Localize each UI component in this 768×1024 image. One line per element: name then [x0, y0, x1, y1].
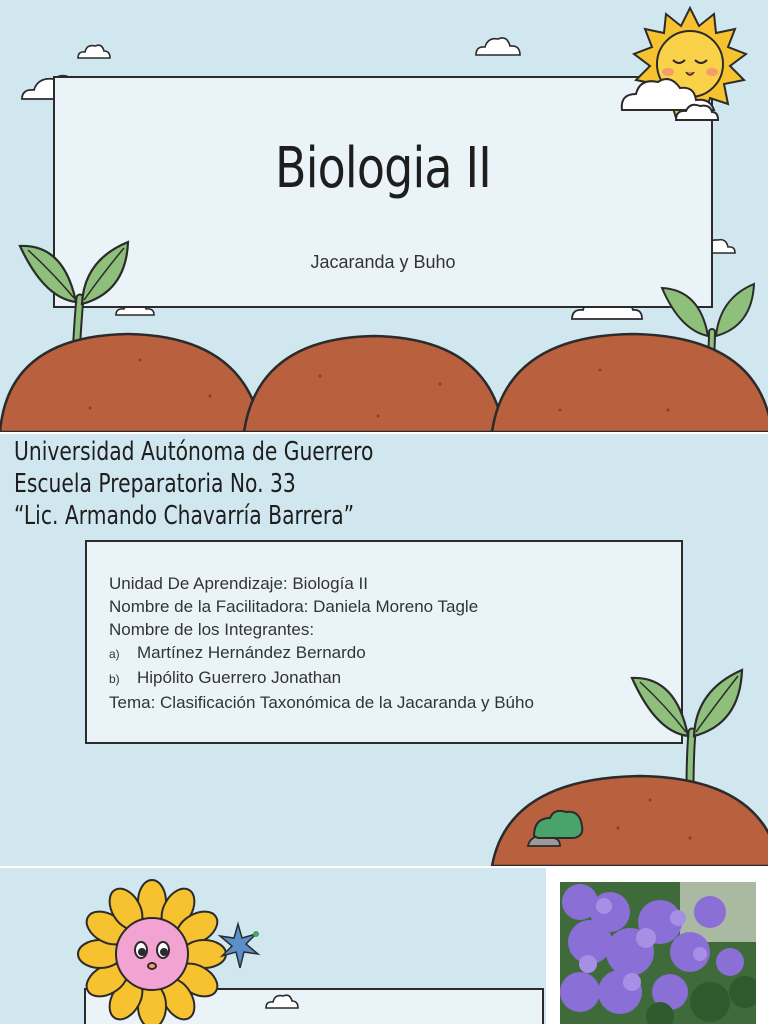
- list-marker: b): [109, 672, 120, 686]
- page-subtitle: Jacaranda y Buho: [310, 252, 456, 272]
- title-slide: [0, 0, 768, 432]
- title-card: [53, 76, 713, 308]
- cloud-icon: [76, 42, 112, 60]
- topic-line: Tema: Clasificación Taxonómica de la Jacaranda y Búho: [109, 693, 534, 712]
- cloud-icon: [474, 34, 522, 58]
- jacaranda-slide: [0, 868, 768, 1024]
- info-slide: [0, 434, 768, 866]
- school-name: Escuela Preparatoria No. 33: [14, 469, 296, 499]
- hills-decoration: [0, 330, 768, 432]
- sprout-icon: [628, 666, 748, 790]
- info-card: [85, 540, 683, 744]
- member-item: [109, 641, 681, 666]
- jacaranda-image: [560, 882, 756, 1024]
- sun-icon: [618, 6, 758, 126]
- facilitator-line: Nombre de la Facilitadora: Daniela Moreno Tagle: [109, 597, 479, 616]
- school-heading: [14, 436, 373, 532]
- member-name: Martínez Hernández Bernardo: [137, 643, 366, 662]
- sparkle-icon: [214, 920, 266, 972]
- school-dedication: “Lic. Armando Chavarría Barrera”: [14, 501, 355, 531]
- members-label: Nombre de los Integrantes:: [109, 620, 315, 639]
- flower-icon: [74, 876, 234, 1024]
- member-name: Hipólito Guerrero Jonathan: [137, 668, 342, 687]
- member-item: [109, 666, 681, 691]
- hill-decoration: [490, 774, 768, 866]
- cloud-icon: [264, 992, 300, 1010]
- list-marker: a): [109, 647, 120, 661]
- page-title: Biologia II: [275, 136, 491, 201]
- jacaranda-photo: [546, 868, 768, 1024]
- university-name: Universidad Autónoma de Guerrero: [14, 437, 374, 467]
- unit-line: Unidad De Aprendizaje: Biología II: [109, 574, 368, 593]
